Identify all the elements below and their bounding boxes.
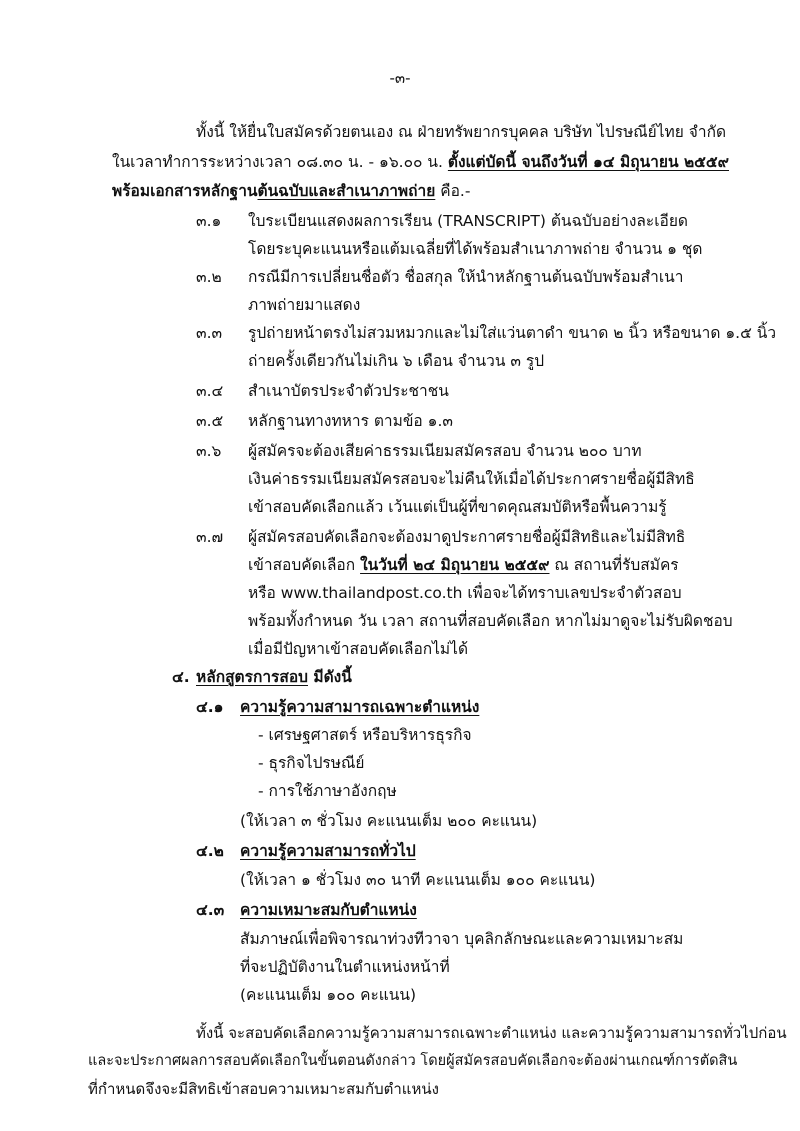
announcement-date: ในวันที่ ๒๔ มิถุนายน ๒๕๕๙ bbox=[360, 556, 550, 574]
intro-line-2: ในเวลาทำการระหว่างเวลา ๐๘.๓๐ น. - ๑๖.๐๐ น. ตั้งแต่บัดนี้ จนถึงวันที่ ๑๔ มิถุนายน ๒๕๕๙ bbox=[112, 153, 729, 171]
item-3-3: ๓.๓ รูปถ่ายหน้าตรงไม่สวมหมวกและไม่ใส่แว่นตาดำ ขนาด ๒ นิ้ว หรือขนาด ๑.๕ นิ้ว bbox=[196, 324, 777, 342]
item-3-2-cont: ภาพถ่ายมาแสดง bbox=[248, 296, 361, 314]
section-4-2-note: (ให้เวลา ๑ ชั่วโมง ๓๐ นาที คะแนนเต็ม ๑๐๐ คะแนน) bbox=[240, 871, 596, 889]
item-3-3-cont: ถ่ายครั้งเดียวกันไม่เกิน ๖ เดือน จำนวน ๓ รูป bbox=[248, 352, 545, 370]
section-4-3-note: (คะแนนเต็ม ๑๐๐ คะแนน) bbox=[240, 986, 417, 1004]
section-4-3-line-2: ที่จะปฏิบัติงานในตำแหน่งหน้าที่ bbox=[240, 958, 450, 976]
section-4-1-note: (ให้เวลา ๓ ชั่วโมง คะแนนเต็ม ๒๐๐ คะแนน) bbox=[240, 812, 538, 830]
item-3-7: ๓.๗ ผู้สมัครสอบคัดเลือกจะต้องมาดูประกาศรายชื่อผู้มีสิทธิและไม่มีสิทธิ bbox=[196, 528, 686, 546]
item-3-1: ๓.๑ ใบระเบียนแสดงผลการเรียน (TRANSCRIPT) ต้นฉบับอย่างละเอียด bbox=[196, 212, 688, 230]
item-3-1-cont: โดยระบุคะแนนหรือแต้มเฉลี่ยที่ได้พร้อมสำเนาภาพถ่าย จำนวน ๑ ชุด bbox=[248, 240, 703, 258]
section-4-1-heading: ๔.๑ ความรู้ความสามารถเฉพาะตำแหน่ง bbox=[196, 698, 480, 716]
item-3-6-cont-2: เข้าสอบคัดเลือกแล้ว เว้นแต่เป็นผู้ที่ขาดคุณสมบัติหรือพื้นความรู้ bbox=[248, 498, 667, 516]
item-3-7-cont-3: พร้อมทั้งกำหนด วัน เวลา สถานที่สอบคัดเลือก หากไม่มาดูจะไม่รับผิดชอบ bbox=[248, 612, 733, 630]
section-4-heading: ๔. หลักสูตรการสอบ มีดังนี้ bbox=[172, 668, 352, 686]
item-3-7-cont-4: เมื่อมีปัญหาเข้าสอบคัดเลือกไม่ได้ bbox=[248, 640, 469, 658]
closing-line-2: และจะประกาศผลการสอบคัดเลือกในขั้นตอนดังกล่าว โดยผู้สมัครสอบคัดเลือกจะต้องผ่านเกณฑ์การตัดสิน bbox=[88, 1053, 738, 1069]
section-4-2-heading: ๔.๒ ความรู้ความสามารถทั่วไป bbox=[196, 842, 416, 860]
item-3-2: ๓.๒ กรณีมีการเปลี่ยนชื่อตัว ชื่อสกุล ให้นำหลักฐานต้นฉบับพร้อมสำเนา bbox=[196, 268, 684, 286]
item-3-6: ๓.๖ ผู้สมัครจะต้องเสียค่าธรรมเนียมสมัครสอบ จำนวน ๒๐๐ บาท bbox=[196, 442, 642, 460]
item-3-4: ๓.๔ สำเนาบัตรประจำตัวประชาชน bbox=[196, 382, 449, 400]
item-3-6-cont-1: เงินค่าธรรมเนียมสมัครสอบจะไม่คืนให้เมื่อได้ประกาศรายชื่อผู้มีสิทธิ bbox=[248, 470, 695, 488]
closing-line-1: ทั้งนี้ จะสอบคัดเลือกความรู้ความสามารถเฉพาะตำแหน่ง และความรู้ความสามารถทั่วไปก่อน bbox=[196, 1024, 787, 1042]
item-3-5: ๓.๕ หลักฐานทางทหาร ตามข้อ ๑.๓ bbox=[196, 412, 454, 430]
item-3-7-cont-1: เข้าสอบคัดเลือก ในวันที่ ๒๔ มิถุนายน ๒๕๕๙ ณ สถานที่รับสมัคร bbox=[248, 556, 679, 574]
item-3-7-cont-2: หรือ www.thailandpost.co.th เพื่อจะได้ทราบเลขประจำตัวสอบ bbox=[248, 584, 682, 602]
document-requirement: ต้นฉบับและสำเนาภาพถ่าย bbox=[257, 182, 436, 200]
intro-line-3: พร้อมเอกสารหลักฐานต้นฉบับและสำเนาภาพถ่าย คือ.- bbox=[112, 182, 471, 200]
section-4-1-bullet-2: - ธุรกิจไปรษณีย์ bbox=[258, 754, 365, 772]
section-4-3-heading: ๔.๓ ความเหมาะสมกับตำแหน่ง bbox=[196, 901, 417, 919]
intro-line-1: ทั้งนี้ ให้ยื่นใบสมัครด้วยตนเอง ณ ฝ่ายทรัพยากรบุคคล บริษัท ไปรษณีย์ไทย จำกัด bbox=[196, 123, 727, 141]
application-period: ตั้งแต่บัดนี้ จนถึงวันที่ ๑๔ มิถุนายน ๒๕๕๙ bbox=[447, 153, 729, 171]
section-4-3-line-1: สัมภาษณ์เพื่อพิจารณาท่วงทีวาจา บุคลิกลักษณะและความเหมาะสม bbox=[240, 930, 684, 948]
section-4-1-bullet-3: - การใช้ภาษาอังกฤษ bbox=[258, 782, 397, 800]
closing-line-3: ที่กำหนดจึงจะมีสิทธิเข้าสอบความเหมาะสมกับตำแหน่ง bbox=[88, 1080, 439, 1098]
page-number: -๓- bbox=[389, 69, 411, 87]
section-4-1-bullet-1: - เศรษฐศาสตร์ หรือบริหารธุรกิจ bbox=[258, 726, 472, 744]
